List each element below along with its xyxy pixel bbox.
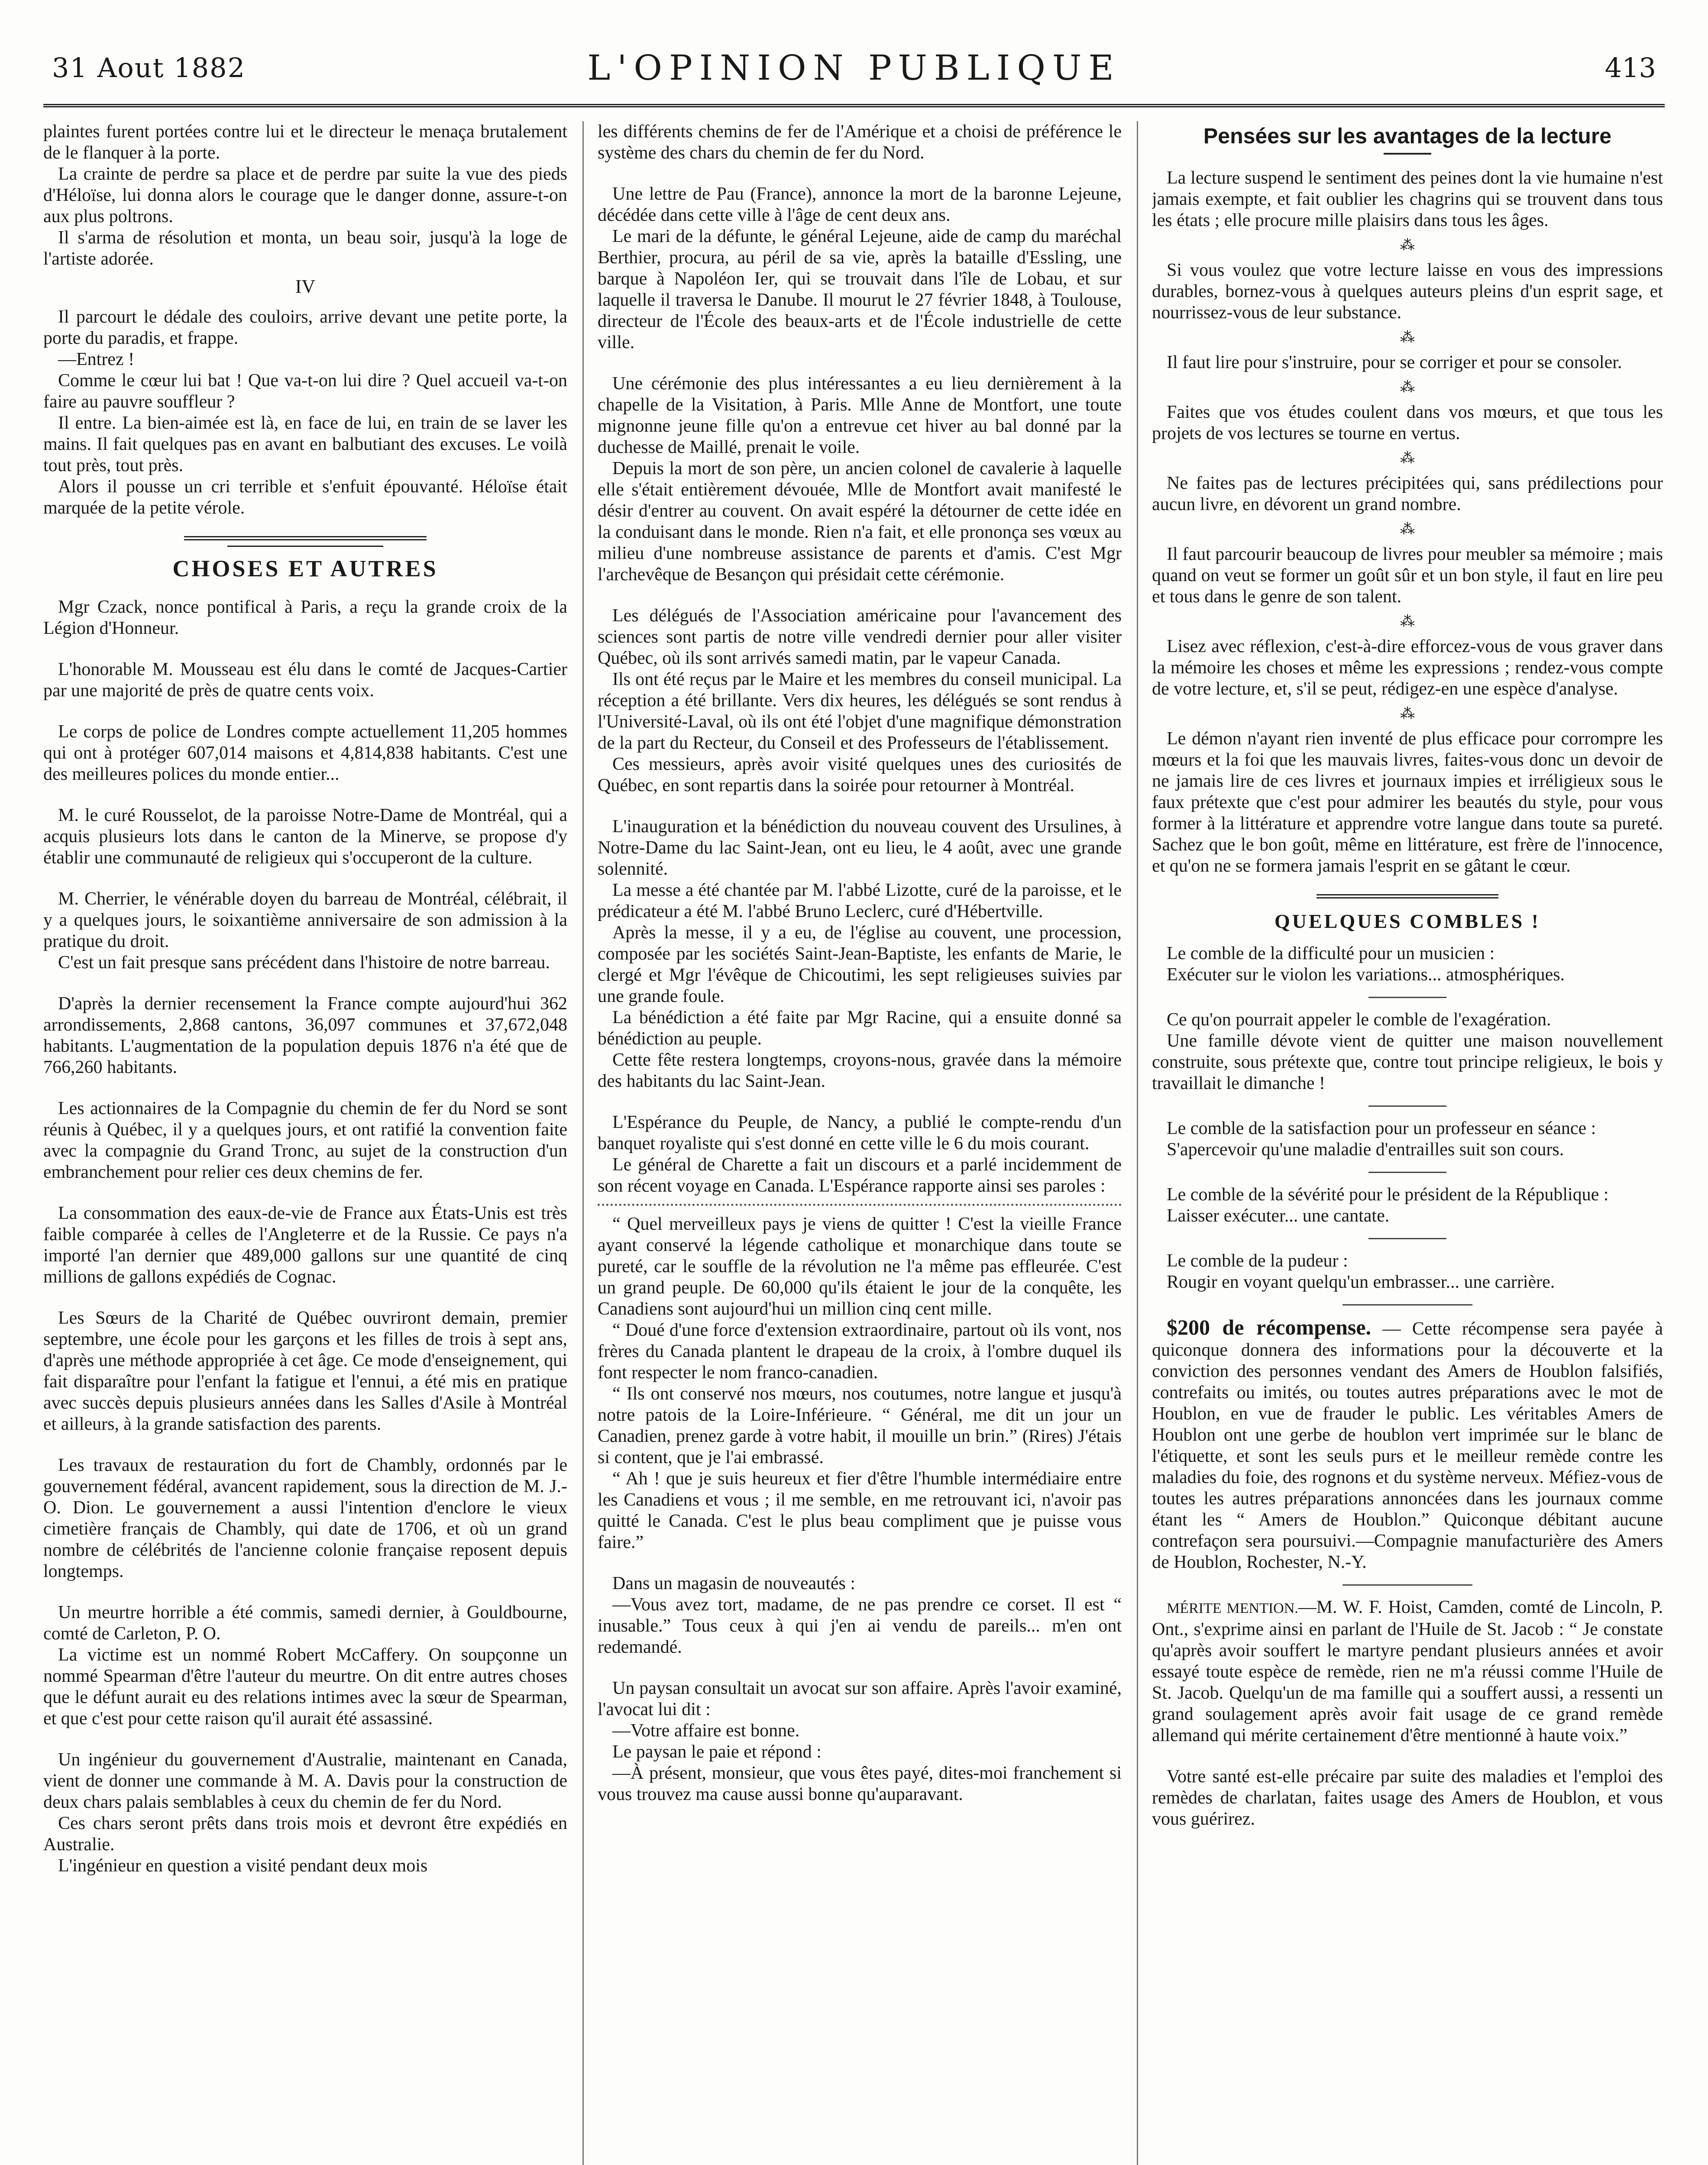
anecdote: —Vous avez tort, madame, de ne pas prendre ce corset. Il est “ inusable.” Tous ceux à qui j'en ai vendu de pareils... m'en ont redemandé. <box>598 1595 1122 1657</box>
news-item: Les Sœurs de la Charité de Québec ouvriront demain, premier septembre, une école pour les garçons et les filles de trois à sept ans, d'après une méthode appropriée à cet âge. Ce mode d'enseignement, qui fait disparaître pour l'enfant la fatigue et l'ennui, a été mis en pratique avec succès depuis plusieurs années dans les Salles d'Asile à Montréal et ailleurs, à la grande satisfaction des parents. <box>43 1308 567 1434</box>
joke-setup: Ce qu'on pourrait appeler le comble de l'exagération. <box>1167 1010 1551 1030</box>
joke-punchline: Rougir en voyant quelqu'un embrasser... une carrière. <box>1167 1272 1555 1292</box>
anecdote: —Votre affaire est bonne. <box>612 1721 800 1741</box>
news-item: Un ingénieur du gouvernement d'Australie, maintenant en Canada, vient de donner une commande à M. A. Davis pour la construction de deux chars palais semblables à ceux du chemin de fer du Nord. <box>43 1750 567 1812</box>
section-divider <box>227 546 383 547</box>
section-title: CHOSES ET AUTRES <box>172 556 438 582</box>
news-item: Le général de Charette a fait un discours et a parlé incidemment de son récent voyage en Canada. L'Espérance rapporte ainsi ses paroles : <box>598 1155 1122 1196</box>
issue-date: 31 Aout 1882 <box>52 52 246 84</box>
thought: Le démon n'ayant rien inventé de plus efficace pour corrompre les mœurs et la foi que les mauvais livres, faites-vous donc un devoir de ne jamais lire de ces livres et journaux impies et irréligieux sous le faux prétexte que c'est pour admirer les beautés du style, pour vous former à la littérature et apprendre votre langue dans toute sa pureté. Sachez que le bon goût, même en littérature, est frère de l'innocence, et qu'on ne se formera jamais l'esprit en se gâtant le cœur. <box>1152 729 1663 876</box>
news-item: Ces messieurs, après avoir visité quelques unes des curiosités de Québec, en sont repartis dans la soirée pour retourner à Montréal. <box>598 754 1122 795</box>
testimonial-lead: MÉRITE MENTION. <box>1167 1600 1298 1616</box>
column-1 <box>43 121 567 2165</box>
column-3 <box>1152 121 1663 2165</box>
ad-body: — Cette récompense sera payée à quiconque donnera des informations pour la découverte et la conviction des personnes vendant des Amers de Houblon falsifiés, contrefaits ou imités, ou toutes autres préparations avec le mot de Houblon, en vue de frauder le public. Les véritables Amers de Houblon ont une gerbe de houblon vert imprimée sur le blanc de l'étiquette, et sont les seuls purs et le meilleur remède contre les maladies du foie, des rognons et du système nerveux. Méfiez-vous de toutes les autres préparations annoncées dans les journaux comme étant les “ Amers de Houblon.” Quiconque débitant aucune contrefaçon sera poursuivi.—Compagnie manufacturière des Amers de Houblon, Rochester, N.-Y. <box>1152 1319 1663 1572</box>
paragraph: Il entre. La bien-aimée est là, en face de lui, en train de se laver les mains. Il fait quelques pas en avant en balbutiant des excuses. Le voilà tout près, tout près. <box>43 413 567 475</box>
asterism-icon: ⁂ <box>1400 379 1415 395</box>
divider <box>1368 1238 1446 1239</box>
joke-setup: Le comble de la satisfaction pour un professeur en séance : <box>1167 1118 1596 1138</box>
news-item: Les délégués de l'Association américaine pour l'avancement des sciences sont partis de notre ville vendredi dernier pour aller visiter Québec, où ils sont arrivés samedi matin, par le vapeur Canada. <box>598 606 1122 668</box>
divider <box>1368 1105 1446 1107</box>
news-item: Après la messe, il y a eu, de l'église au couvent, une procession, composée par les sociétés Saint-Jean-Baptiste, les enfants de Marie, le clergé et Mgr l'évêque de Chicoutimi, les sept religieuses suivies par une grande foule. <box>598 923 1122 1006</box>
news-item: C'est un fait presque sans précédent dans l'histoire de notre barreau. <box>58 953 550 973</box>
column-2 <box>598 121 1122 2165</box>
news-item: La messe a été chantée par M. l'abbé Lizotte, curé de la paroisse, et le prédicateur a été M. l'abbé Bruno Leclerc, curé d'Hébertville. <box>598 880 1122 921</box>
quote: “ Quel merveilleux pays je viens de quitter ! C'est la vieille France ayant conservé la légende catholique et monarchique dans toute se pureté, car le souffle de la révolution ne l'a même pas effleurée. C'est un grand peuple. De 60,000 qu'ils étaient le jour de la conquête, les Canadiens sont aujourd'hui un million cinq cent mille. <box>598 1214 1122 1319</box>
news-item: La victime est un nommé Robert McCaffery. On soupçonne un nommé Spearman d'être l'auteur du meurtre. On dit entre autres choses que le défunt aurait eu des relations intimes avec la sœur de Spearman, et que c'est pour cette raison qu'il aurait été assassiné. <box>43 1645 567 1729</box>
column-divider <box>1137 121 1138 2165</box>
news-item: D'après la dernier recensement la France compte aujourd'hui 362 arrondissements, 2,868 cantons, 36,097 communes et 37,672,048 habitants. L'augmentation de la population depuis 1876 n'a été que de 766,260 habitants. <box>43 994 567 1077</box>
news-item: M. le curé Rousselot, de la paroisse Notre-Dame de Montréal, qui a acquis plusieurs lots dans le canton de la Minerve, se propose d'y établir une communauté de religieux qui s'occuperont de la culture. <box>43 805 567 868</box>
news-item: Une lettre de Pau (France), annonce la mort de la baronne Lejeune, décédée dans cette ville à l'âge de cent deux ans. <box>598 184 1122 225</box>
paragraph: La crainte de perdre sa place et de perdre par suite la vue des pieds d'Héloïse, lui donna alors le courage que le danger donne, assure-t-on aux plus poltrons. <box>43 164 567 226</box>
advertisement <box>1152 1317 1663 1573</box>
news-item: L'Espérance du Peuple, de Nancy, a publié le compte-rendu d'un banquet royaliste qui s'est donné en cette ville le 6 du mois courant. <box>598 1112 1122 1154</box>
joke-setup: Le comble de la sévérité pour le président de la République : <box>1167 1185 1609 1205</box>
joke-punchline: Exécuter sur le violon les variations... atmosphériques. <box>1167 965 1565 985</box>
joke-punchline: S'apercevoir qu'une maladie d'entrailles suit son cours. <box>1167 1140 1564 1160</box>
news-item: Une cérémonie des plus intéressantes a eu lieu dernièrement à la chapelle de la Visitation, à Paris. Mlle Anne de Montfort, une toute mignonne jeune fille qu'on a entrevue cet hiver au bal donné par la duchesse de Maillé, prenait le voile. <box>598 374 1122 457</box>
anecdote: —À présent, monsieur, que vous êtes payé, dites-moi franchement si vous trouvez ma cause aussi bonne qu'auparavant. <box>598 1763 1122 1804</box>
page-number: 413 <box>1604 52 1656 84</box>
paragraph: Il s'arma de résolution et monta, un beau soir, jusqu'à la loge de l'artiste adorée. <box>43 228 567 269</box>
thought: La lecture suspend le sentiment des peines dont la vie humaine n'est jamais exempte, et fait oublier les chagrins qui se trouvent dans tous les états ; elle procure mille plaisirs dans tous les âges. <box>1152 168 1663 230</box>
news-item: La bénédiction a été faite par Mgr Racine, qui a ensuite donné sa bénédiction au peuple. <box>598 1008 1122 1049</box>
thought: Il faut lire pour s'instruire, pour se corriger et pour se consoler. <box>1167 352 1622 372</box>
divider <box>1368 997 1446 998</box>
paragraph: Il parcourt le dédale des couloirs, arrive devant une petite porte, la porte du paradis, et frappe. <box>43 307 567 348</box>
thought: Faites que vos études coulent dans vos mœurs, et que tous les projets de vos lectures se tourne en vertus. <box>1152 402 1663 443</box>
ad-headline: $200 de récompense. <box>1167 1315 1372 1339</box>
thought: Lisez avec réflexion, c'est-à-dire efforcez-vous de vous graver dans la mémoire les choses et même les expressions ; rendez-vous compte de votre lecture, et, s'il se peut, rédigez-en une espèce d'analyse. <box>1152 637 1663 699</box>
news-item: les différents chemins de fer de l'Amérique et a choisi de préférence le système des chars du chemin de fer du Nord. <box>598 122 1122 163</box>
news-item: L'ingénieur en question a visité pendant deux mois <box>58 1856 428 1876</box>
news-item: Cette fête restera longtemps, croyons-nous, gravée dans la mémoire des habitants du lac Saint-Jean. <box>598 1050 1122 1091</box>
news-item: Le mari de la défunte, le général Lejeune, aide de camp du maréchal Berthier, procura, au péril de sa vie, après la bataille d'Essling, une barque à Napoléon Ier, qui se trouvait dans l'île de Lobau, et sur laquelle il traversa le Danube. Il mourut le 27 février 1848, à Toulouse, directeur de l'École des beaux-arts et de l'École industrielle de cette ville. <box>598 226 1122 352</box>
dotted-divider <box>598 1204 1122 1206</box>
asterism-icon: ⁂ <box>1400 330 1415 346</box>
anecdote: Un paysan consultait un avocat sur son affaire. Après l'avoir examiné, l'avocat lui dit : <box>598 1678 1122 1719</box>
chapter-number: IV <box>295 276 316 297</box>
asterism-icon: ⁂ <box>1400 614 1415 630</box>
joke-setup: Le comble de la pudeur : <box>1167 1251 1348 1271</box>
news-item: Depuis la mort de son père, un ancien colonel de cavalerie à laquelle elle s'était entièrement dévouée, Mlle de Montfort avait manifesté le désir d'entrer au couvent. On avait espéré la détourner de cette idée en la conduisant dans le monde. Rien n'a fait, et elle prononça ses vœux au milieu d'une nombreuse assistance de parents et d'amis. C'est Mgr l'archevêque de Besançon qui présidait cette cérémonie. <box>598 459 1122 585</box>
divider <box>1342 1304 1472 1305</box>
paragraph: plaintes furent portées contre lui et le directeur le menaça brutalement de le flanquer à la porte. <box>43 122 567 163</box>
news-item: Les travaux de restauration du fort de Chambly, ordonnés par le gouvernement fédéral, avancent rapidement, sous la direction de M. J.-O. Dion. Le gouvernement a aussi l'intention d'enclore le vieux cimetière français de Chambly, qui date de 1706, et où un grand nombre de célébrités de l'ancienne colonie française reposent depuis longtemps. <box>43 1455 567 1581</box>
quote: “ Doué d'une force d'extension extraordinaire, partout où ils vont, nos frères du Canada plantent le drapeau de la croix, à l'ombre duquel ils font respecter le nom franco-canadien. <box>598 1320 1122 1383</box>
section-title: QUELQUES COMBLES ! <box>1275 910 1540 932</box>
asterism-icon: ⁂ <box>1400 450 1415 466</box>
divider <box>1342 1584 1472 1586</box>
section-title: Pensées sur les avantages de la lecture <box>1203 124 1612 148</box>
section-divider <box>184 536 427 540</box>
paragraph: Comme le cœur lui bat ! Que va-t-on lui dire ? Quel accueil va-t-on faire au pauvre souffleur ? <box>43 371 567 412</box>
title-rule <box>1384 153 1431 155</box>
news-item: Ils ont été reçus par le Maire et les membres du conseil municipal. La réception a été brillante. Vers dix heures, les délégués se sont rendus à l'Université-Laval, où ils ont été l'objet d'une magnifique démonstration de la part du Recteur, du Conseil et des Professeurs de l'établissement. <box>598 669 1122 753</box>
anecdote: Dans un magasin de nouveautés : <box>612 1574 856 1593</box>
column-divider <box>582 121 584 2165</box>
news-item: Ces chars seront prêts dans trois mois et devront être expédiés en Australie. <box>43 1813 567 1855</box>
advertisement: Votre santé est-elle précaire par suite des maladies et l'emploi des remèdes de charlatan, faites usage des Amers de Houblon, et vous vous guérirez. <box>1152 1767 1663 1829</box>
thought: Si vous voulez que votre lecture laisse en vous des impressions durables, bornez-vous à quelques auteurs pleins d'un esprit sage, et nourrissez-vous de leur substance. <box>1152 260 1663 323</box>
news-item: La consommation des eaux-de-vie de France aux États-Unis est très faible comparée à celles de l'Angleterre et de la Russie. Ce pays n'a importé l'an dernier que 489,000 gallons sur une quantité de cinq millions de gallons expédiés de Cognac. <box>43 1203 567 1287</box>
section-divider <box>1317 894 1498 898</box>
thought: Il faut parcourir beaucoup de livres pour meubler sa mémoire ; mais quand on veut se former un goût sûr et un bon style, il faut en lire peu et tous dans le genre de son talent. <box>1152 544 1663 607</box>
divider <box>1368 1172 1446 1173</box>
news-item: Un meurtre horrible a été commis, samedi dernier, à Gouldbourne, comté de Carleton, P. O. <box>43 1603 567 1644</box>
news-item: Le corps de police de Londres compte actuellement 11,205 hommes qui ont à protéger 607,014 maisons et 4,814,838 habitants. C'est une des meilleures polices du monde entier... <box>43 722 567 784</box>
asterism-icon: ⁂ <box>1400 706 1415 722</box>
newspaper-title: L'OPINION PUBLIQUE <box>587 48 1121 88</box>
paragraph: —Entrez ! <box>58 349 135 369</box>
quote: “ Ah ! que je suis heureux et fier d'être l'humble intermédiaire entre les Canadiens et vous ; il me semble, en me retrouvant ici, n'avoir pas quitté le Canada. C'est le plus beau compliment que je puisse vous faire.” <box>598 1469 1122 1552</box>
joke-punchline: Laisser exécuter... une cantate. <box>1167 1206 1390 1226</box>
news-item: Mgr Czack, nonce pontifical à Paris, a reçu la grande croix de la Légion d'Honneur. <box>43 597 567 638</box>
testimonial-body: —M. W. F. Hoist, Camden, comté de Lincoln, P. Ont., s'exprime ainsi en parlant de l'Huile de St. Jacob : “ Je constate qu'après avoir souffert le martyre pendant plusieurs années et avoir essayé toute espèce de remède, rien ne m'a réussi comme l'Huile de St. Jacob. Quelqu'un de ma famille qui a souffert aussi, a ressenti un grand soulagement après avoir fait usage de ce grand remède allemand qui mérite certainement d'être mentionné à haute voix.” <box>1152 1597 1663 1745</box>
news-item: L'honorable M. Mousseau est élu dans le comté de Jacques-Cartier par une majorité de près de quatre cents voix. <box>43 659 567 701</box>
joke-setup: Le comble de la difficulté pour un musicien : <box>1167 944 1495 963</box>
masthead <box>43 48 1665 107</box>
paragraph: Alors il pousse un cri terrible et s'enfuit épouvanté. Héloïse était marquée de la petite vérole. <box>43 477 567 518</box>
news-item: L'inauguration et la bénédiction du nouveau couvent des Ursulines, à Notre-Dame du lac Saint-Jean, ont eu lieu, le 4 août, avec une grande solennité. <box>598 817 1122 879</box>
thought: Ne faites pas de lectures précipitées qui, sans prédilections pour aucun livre, en dévorent un grand nombre. <box>1152 473 1663 514</box>
news-item: M. Cherrier, le vénérable doyen du barreau de Montréal, célébrait, il y a quelques jours, le soixantième anniversaire de son admission à la pratique du droit. <box>43 889 567 951</box>
quote: “ Ils ont conservé nos mœurs, nos coutumes, notre langue et jusqu'à notre patois de la Loire-Inférieure. “ Général, me dit un jour un Canadien, prenez garde à votre habit, il mouille un brin.” (Rires) J'étais si content, que je l'ai embrassé. <box>598 1384 1122 1467</box>
asterism-icon: ⁂ <box>1400 237 1415 253</box>
asterism-icon: ⁂ <box>1400 521 1415 537</box>
anecdote: Le paysan le paie et répond : <box>612 1742 822 1762</box>
joke-punchline: Une famille dévote vient de quitter une maison nouvellement construite, sous prétexte que, contre tout principe religieux, le bois y travaillait le dimanche ! <box>1152 1031 1663 1093</box>
news-item: Les actionnaires de la Compagnie du chemin de fer du Nord se sont réunis à Québec, il y a quelques jours, et ont ratifié la convention faite avec la compagnie du Grand Tronc, au sujet de la construction d'un embranchement pour relier ces deux chemins de fer. <box>43 1099 567 1182</box>
testimonial <box>1152 1597 1663 1746</box>
